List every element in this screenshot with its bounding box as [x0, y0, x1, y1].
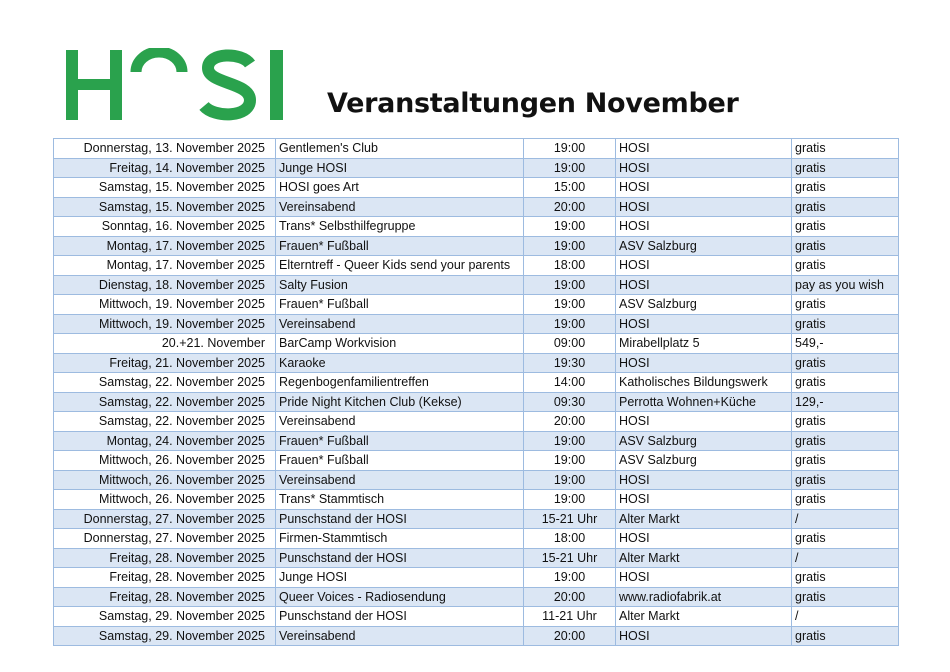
event-name: Vereinsabend [276, 197, 524, 217]
table-row [54, 490, 899, 510]
event-price: 549,- [792, 334, 899, 354]
event-time: 15:00 [524, 178, 616, 198]
event-price: gratis [792, 431, 899, 451]
event-price: gratis [792, 197, 899, 217]
event-location: Mirabellplatz 5 [616, 334, 792, 354]
event-price: gratis [792, 256, 899, 276]
event-date: Mittwoch, 19. November 2025 [54, 295, 276, 315]
event-time: 14:00 [524, 373, 616, 393]
event-time: 19:00 [524, 568, 616, 588]
table-row [54, 275, 899, 295]
event-time: 18:00 [524, 529, 616, 549]
event-location: ASV Salzburg [616, 236, 792, 256]
event-location: HOSI [616, 529, 792, 549]
event-name: Trans* Stammtisch [276, 490, 524, 510]
event-location: www.radiofabrik.at [616, 587, 792, 607]
table-row [54, 158, 899, 178]
table-row [54, 236, 899, 256]
table-row [54, 353, 899, 373]
event-date: Samstag, 15. November 2025 [54, 178, 276, 198]
event-location: HOSI [616, 275, 792, 295]
table-row [54, 509, 899, 529]
event-location: HOSI [616, 314, 792, 334]
event-location: HOSI [616, 568, 792, 588]
event-time: 20:00 [524, 626, 616, 646]
event-time: 11-21 Uhr [524, 607, 616, 627]
event-name: Frauen* Fußball [276, 236, 524, 256]
event-date: Samstag, 22. November 2025 [54, 412, 276, 432]
event-name: Vereinsabend [276, 412, 524, 432]
event-time: 19:00 [524, 470, 616, 490]
table-row [54, 392, 899, 412]
event-price: gratis [792, 451, 899, 471]
event-name: Salty Fusion [276, 275, 524, 295]
event-name: Punschstand der HOSI [276, 548, 524, 568]
table-row [54, 256, 899, 276]
event-name: Elterntreff - Queer Kids send your parents [276, 256, 524, 276]
table-row [54, 568, 899, 588]
event-name: BarCamp Workvision [276, 334, 524, 354]
event-price: gratis [792, 217, 899, 237]
event-date: Freitag, 14. November 2025 [54, 158, 276, 178]
event-price: gratis [792, 412, 899, 432]
event-location: HOSI [616, 197, 792, 217]
table-row [54, 295, 899, 315]
event-location: Alter Markt [616, 509, 792, 529]
event-date: Samstag, 22. November 2025 [54, 373, 276, 393]
event-date: Samstag, 15. November 2025 [54, 197, 276, 217]
event-price: gratis [792, 568, 899, 588]
event-date: Montag, 24. November 2025 [54, 431, 276, 451]
event-location: HOSI [616, 353, 792, 373]
event-time: 19:00 [524, 139, 616, 159]
event-time: 19:00 [524, 217, 616, 237]
event-time: 20:00 [524, 412, 616, 432]
event-location: HOSI [616, 256, 792, 276]
event-date: Mittwoch, 26. November 2025 [54, 490, 276, 510]
event-location: Katholisches Bildungswerk [616, 373, 792, 393]
event-name: Firmen-Stammtisch [276, 529, 524, 549]
table-row [54, 334, 899, 354]
table-row [54, 587, 899, 607]
event-price: gratis [792, 470, 899, 490]
event-location: ASV Salzburg [616, 431, 792, 451]
table-row [54, 607, 899, 627]
event-date: Donnerstag, 13. November 2025 [54, 139, 276, 159]
table-row [54, 314, 899, 334]
event-time: 19:00 [524, 431, 616, 451]
event-date: 20.+21. November [54, 334, 276, 354]
event-date: Samstag, 22. November 2025 [54, 392, 276, 412]
event-time: 09:30 [524, 392, 616, 412]
event-price: gratis [792, 626, 899, 646]
event-name: Frauen* Fußball [276, 451, 524, 471]
event-date: Mittwoch, 26. November 2025 [54, 470, 276, 490]
table-row [54, 431, 899, 451]
table-row [54, 451, 899, 471]
event-name: Pride Night Kitchen Club (Kekse) [276, 392, 524, 412]
page-title: Veranstaltungen November [327, 88, 739, 119]
event-name: HOSI goes Art [276, 178, 524, 198]
hosi-logo [66, 48, 292, 122]
table-row [54, 197, 899, 217]
event-date: Mittwoch, 26. November 2025 [54, 451, 276, 471]
event-name: Queer Voices - Radiosendung [276, 587, 524, 607]
event-name: Frauen* Fußball [276, 295, 524, 315]
event-date: Samstag, 29. November 2025 [54, 626, 276, 646]
event-price: gratis [792, 158, 899, 178]
event-date: Dienstag, 18. November 2025 [54, 275, 276, 295]
table-row [54, 373, 899, 393]
event-location: HOSI [616, 490, 792, 510]
table-row [54, 470, 899, 490]
event-price: gratis [792, 490, 899, 510]
event-price: gratis [792, 587, 899, 607]
event-price: gratis [792, 139, 899, 159]
event-time: 19:00 [524, 490, 616, 510]
event-location: HOSI [616, 178, 792, 198]
event-price: 129,- [792, 392, 899, 412]
event-date: Freitag, 21. November 2025 [54, 353, 276, 373]
event-location: HOSI [616, 626, 792, 646]
event-price: gratis [792, 353, 899, 373]
table-row [54, 548, 899, 568]
event-name: Karaoke [276, 353, 524, 373]
event-time: 20:00 [524, 197, 616, 217]
table-row [54, 412, 899, 432]
event-time: 19:00 [524, 275, 616, 295]
event-date: Donnerstag, 27. November 2025 [54, 509, 276, 529]
event-location: Alter Markt [616, 607, 792, 627]
event-name: Vereinsabend [276, 314, 524, 334]
event-name: Punschstand der HOSI [276, 509, 524, 529]
event-name: Vereinsabend [276, 626, 524, 646]
event-date: Sonntag, 16. November 2025 [54, 217, 276, 237]
event-date: Freitag, 28. November 2025 [54, 587, 276, 607]
event-time: 20:00 [524, 587, 616, 607]
event-price: / [792, 548, 899, 568]
event-location: HOSI [616, 217, 792, 237]
event-time: 19:00 [524, 236, 616, 256]
event-name: Frauen* Fußball [276, 431, 524, 451]
event-time: 19:00 [524, 314, 616, 334]
event-date: Samstag, 29. November 2025 [54, 607, 276, 627]
table-row [54, 178, 899, 198]
event-date: Montag, 17. November 2025 [54, 236, 276, 256]
event-date: Donnerstag, 27. November 2025 [54, 529, 276, 549]
event-name: Gentlemen's Club [276, 139, 524, 159]
event-date: Mittwoch, 19. November 2025 [54, 314, 276, 334]
event-name: Junge HOSI [276, 568, 524, 588]
event-date: Freitag, 28. November 2025 [54, 568, 276, 588]
event-name: Vereinsabend [276, 470, 524, 490]
event-location: HOSI [616, 470, 792, 490]
event-price: gratis [792, 529, 899, 549]
table-row [54, 626, 899, 646]
event-price: pay as you wish [792, 275, 899, 295]
event-location: HOSI [616, 412, 792, 432]
event-location: ASV Salzburg [616, 295, 792, 315]
table-row [54, 529, 899, 549]
event-location: Perrotta Wohnen+Küche [616, 392, 792, 412]
event-date: Montag, 17. November 2025 [54, 256, 276, 276]
event-time: 09:00 [524, 334, 616, 354]
event-name: Regenbogenfamilientreffen [276, 373, 524, 393]
event-price: gratis [792, 178, 899, 198]
event-location: HOSI [616, 158, 792, 178]
events-table [53, 138, 899, 646]
event-price: gratis [792, 373, 899, 393]
event-price: gratis [792, 295, 899, 315]
event-price: gratis [792, 314, 899, 334]
event-location: Alter Markt [616, 548, 792, 568]
table-row [54, 139, 899, 159]
event-time: 15-21 Uhr [524, 509, 616, 529]
event-location: ASV Salzburg [616, 451, 792, 471]
event-price: / [792, 509, 899, 529]
event-price: gratis [792, 236, 899, 256]
event-time: 19:00 [524, 295, 616, 315]
event-time: 19:30 [524, 353, 616, 373]
event-time: 18:00 [524, 256, 616, 276]
event-time: 15-21 Uhr [524, 548, 616, 568]
event-location: HOSI [616, 139, 792, 159]
event-time: 19:00 [524, 158, 616, 178]
event-name: Punschstand der HOSI [276, 607, 524, 627]
event-date: Freitag, 28. November 2025 [54, 548, 276, 568]
event-name: Trans* Selbsthilfegruppe [276, 217, 524, 237]
event-time: 19:00 [524, 451, 616, 471]
event-name: Junge HOSI [276, 158, 524, 178]
event-price: / [792, 607, 899, 627]
table-row [54, 217, 899, 237]
